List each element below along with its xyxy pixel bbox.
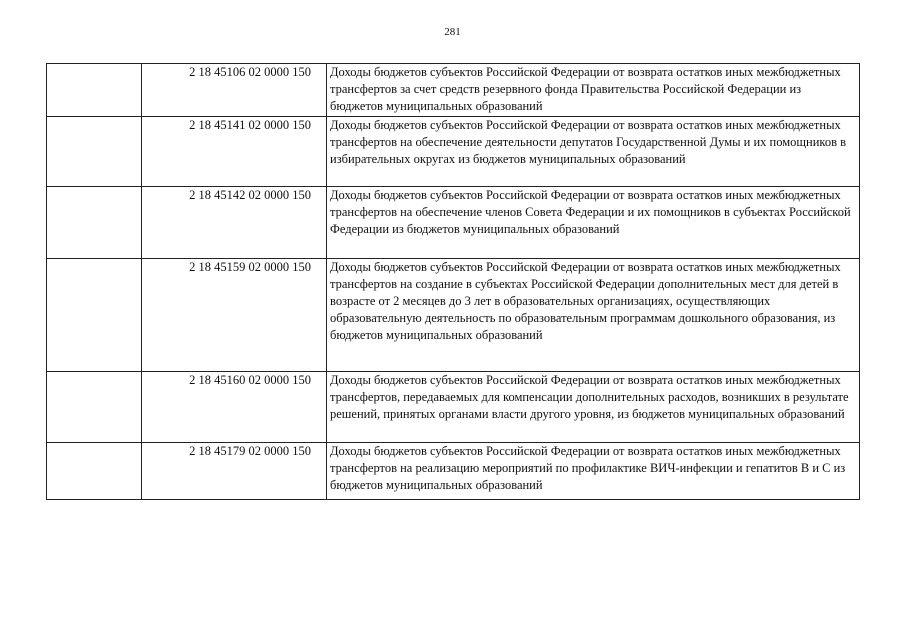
table-row xyxy=(47,187,860,259)
description-cell: Доходы бюджетов субъектов Российской Федерации от возврата остатков иных межбюджетных трансфертов на обеспечение членов Совета Федерации и их помощников в субъектах Российской Федерации из бюджетов муниципальных образований xyxy=(327,187,860,259)
description-cell: Доходы бюджетов субъектов Российской Федерации от возврата остатков иных межбюджетных трансфертов за счет средств резервного фонда Правительства Российской Федерации из бюджетов муниципальных образований xyxy=(327,64,860,117)
table-row xyxy=(47,259,860,372)
table-row xyxy=(47,443,860,500)
classification-code-cell: 2 18 45141 02 0000 150 xyxy=(142,117,327,187)
description-cell: Доходы бюджетов субъектов Российской Федерации от возврата остатков иных межбюджетных трансфертов на обеспечение деятельности депутатов Государственной Думы и их помощников в избирательных округах из бюджетов муниципальных образований xyxy=(327,117,860,187)
classification-code-cell: 2 18 45159 02 0000 150 xyxy=(142,259,327,372)
description-cell: Доходы бюджетов субъектов Российской Федерации от возврата остатков иных межбюджетных трансфертов на реализацию мероприятий по профилактике ВИЧ-инфекции и гепатитов В и С из бюджетов муниципальных образований xyxy=(327,443,860,500)
classification-code-cell: 2 18 45179 02 0000 150 xyxy=(142,443,327,500)
classification-code-cell: 2 18 45106 02 0000 150 xyxy=(142,64,327,117)
description-cell: Доходы бюджетов субъектов Российской Федерации от возврата остатков иных межбюджетных трансфертов, передаваемых для компенсации дополнительных расходов, возникших в результате решений, принятых органами власти другого уровня, из бюджетов муниципальных образований xyxy=(327,372,860,443)
classification-code-cell: 2 18 45160 02 0000 150 xyxy=(142,372,327,443)
admin-code-cell xyxy=(47,64,142,117)
description-cell: Доходы бюджетов субъектов Российской Федерации от возврата остатков иных межбюджетных трансфертов на создание в субъектах Российской Федерации дополнительных мест для детей в возрасте от 2 месяцев до 3 лет в образовательных организациях, осуществляющих образовательную деятельность по образовательным программам дошкольного образования, из бюджетов муниципальных образований xyxy=(327,259,860,372)
budget-classification-table xyxy=(46,63,860,500)
admin-code-cell xyxy=(47,372,142,443)
table-row xyxy=(47,372,860,443)
admin-code-cell xyxy=(47,443,142,500)
admin-code-cell xyxy=(47,187,142,259)
admin-code-cell xyxy=(47,117,142,187)
page-number: 281 xyxy=(444,26,461,38)
admin-code-cell xyxy=(47,259,142,372)
classification-code-cell: 2 18 45142 02 0000 150 xyxy=(142,187,327,259)
table-row xyxy=(47,64,860,117)
table-row xyxy=(47,117,860,187)
